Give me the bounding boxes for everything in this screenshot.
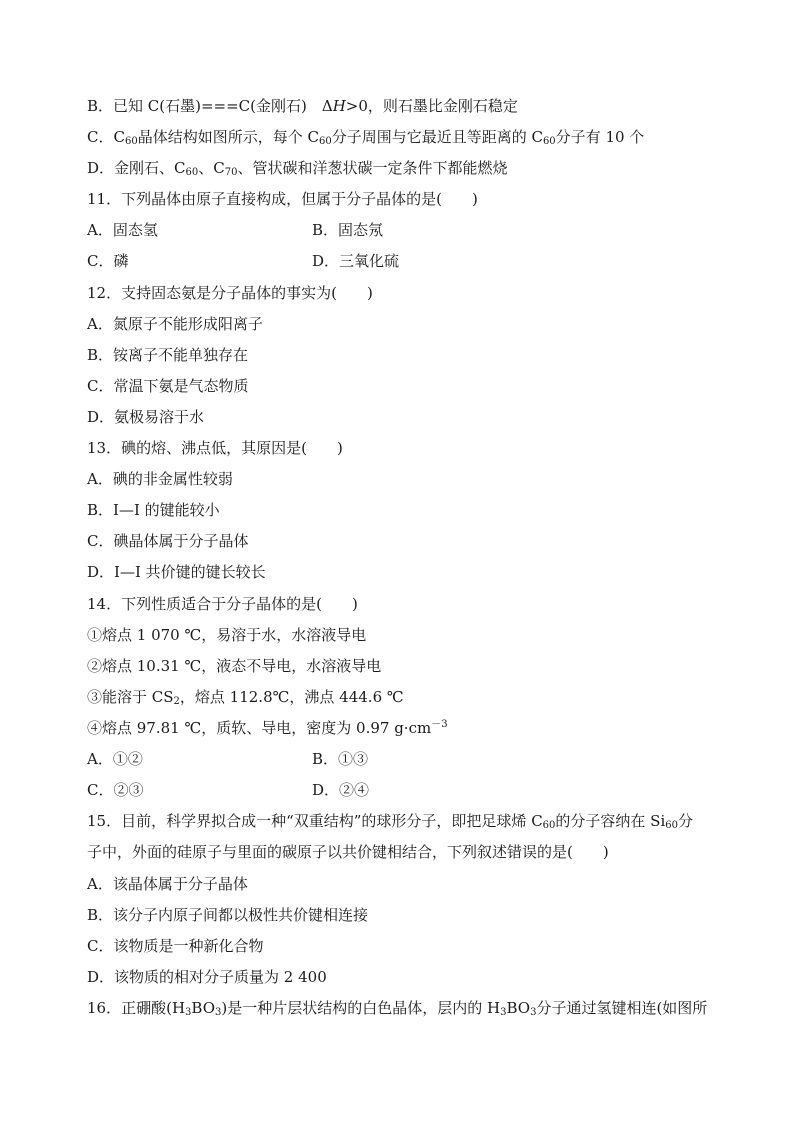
q11-option-d: D．三氧化硫 <box>312 252 400 270</box>
q15-option-d: D．该物质的相对分子质量为 2 400 <box>87 968 327 986</box>
q13-option-d: D．I—I 共价键的键长较长 <box>87 563 266 581</box>
q14-option-c: C．②③ <box>87 781 144 799</box>
q14-option-b: B．①③ <box>312 750 369 768</box>
question-11: 11．下列晶体由原子直接构成，但属于分子晶体的是( ) <box>87 190 478 208</box>
question-14: 14．下列性质适合于分子晶体的是( ) <box>87 595 358 613</box>
q15-option-a: A．该晶体属于分子晶体 <box>87 875 248 893</box>
q15-option-b: B．该分子内原子间都以极性共价键相连接 <box>87 906 369 924</box>
question-13: 13．碘的熔、沸点低，其原因是( ) <box>87 439 343 457</box>
q11-option-a: A．固态氢 <box>87 221 158 239</box>
q11-option-c: C．磷 <box>87 252 129 270</box>
q13-option-c: C．碘晶体属于分子晶体 <box>87 532 249 550</box>
q12-option-c: C．常温下氨是气态物质 <box>87 377 249 395</box>
q12-option-a: A．氮原子不能形成阳离子 <box>87 315 263 333</box>
question-12: 12．支持固态氨是分子晶体的事实为( ) <box>87 284 373 302</box>
q14-option-d: D．②④ <box>312 781 370 799</box>
option-b-graphite: B．已知 C(石墨)===C(金刚石) ΔH>0，则石墨比金刚石稳定 <box>87 97 518 115</box>
q15-option-c: C．该物质是一种新化合物 <box>87 937 264 955</box>
q14-option-a: A．①② <box>87 750 143 768</box>
q14-item-2: ②熔点 10.31 ℃，液态不导电，水溶液导电 <box>87 657 382 675</box>
option-d-carbon: D．金刚石、$C_{60}$、$C_{70}$、管状碳和洋葱状碳一定条件下都能燃烧 <box>87 159 508 178</box>
option-c-c60: C．$C_{60}$晶体结构如图所示，每个 $C_{60}$分子周围与它最近且等距离的 $C_{60}$分子有 10 个 <box>87 128 645 147</box>
q11-option-b: B．固态氖 <box>312 221 384 239</box>
q14-item-4: ④熔点 97.81 ℃，质软、导电，密度为 0.97 $g\cdot cm^{-3}$ <box>87 719 448 737</box>
q13-option-a: A．碘的非金属性较弱 <box>87 470 233 488</box>
question-15-line-2: 子中，外面的硅原子与里面的碳原子以共价键相结合，下列叙述错误的是( ) <box>87 843 609 861</box>
q13-option-b: B．I—I 的键能较小 <box>87 501 220 519</box>
question-15-line-1: 15．目前，科学界拟合成一种“双重结构”的球形分子，即把足球烯 $C_{60}$的分子容纳在 $Si_{60}$分 <box>87 812 693 831</box>
q14-item-3: ③能溶于 $CS_2$，熔点 112.8℃，沸点 444.6 ℃ <box>87 688 404 707</box>
q12-option-d: D．氨极易溶于水 <box>87 408 205 426</box>
q14-item-1: ①熔点 1 070 ℃，易溶于水，水溶液导电 <box>87 626 367 644</box>
q12-option-b: B．铵离子不能单独存在 <box>87 346 249 364</box>
question-16: 16．正硼酸$(H_3BO_3)$是一种片层状结构的白色晶体，层内的 $H_3BO_3$分子通过氢键相连(如图所 <box>87 999 708 1018</box>
